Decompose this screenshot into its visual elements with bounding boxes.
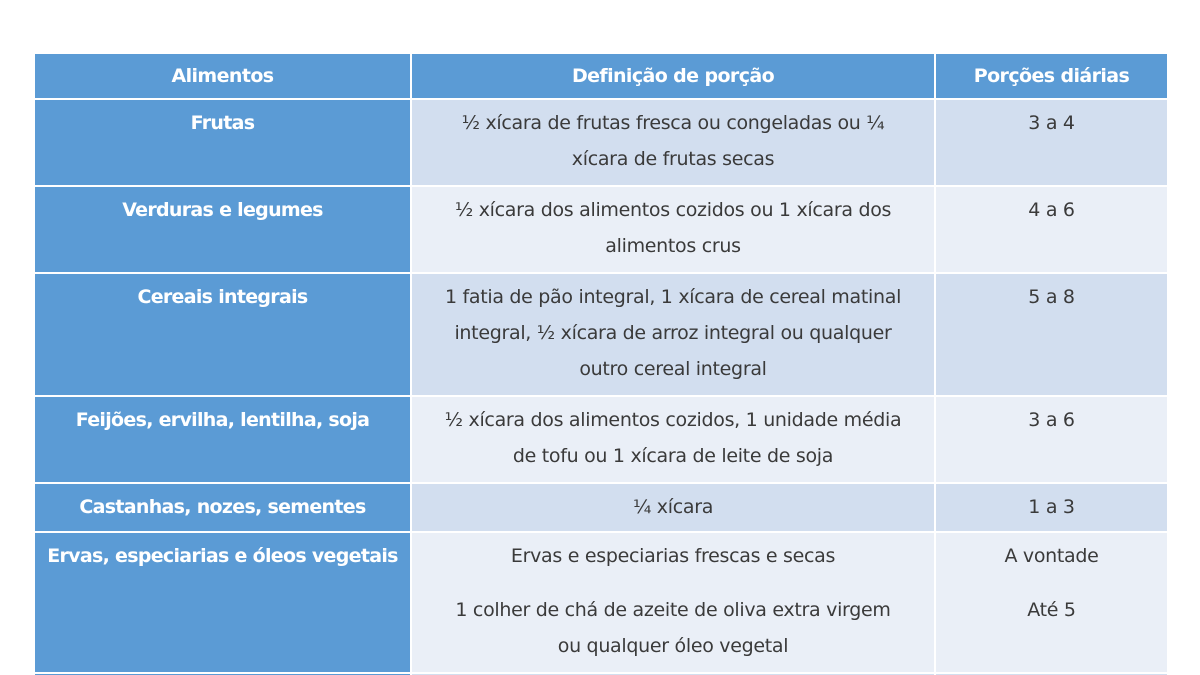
row-portion-cell xyxy=(411,483,935,532)
row-food-label: Cereais integrais xyxy=(34,273,411,396)
portion-line: 1 fatia de pão integral, 1 xícara de cereal matinal xyxy=(444,286,902,308)
portion-line: ½ xícara de frutas fresca ou congeladas ou ¼ xyxy=(461,112,885,134)
portion-line: ½ xícara dos alimentos cozidos ou 1 xícara dos xyxy=(454,199,892,221)
portion-line: ¼ xícara xyxy=(632,496,714,518)
portion-spacer xyxy=(418,574,928,592)
daily-spacer xyxy=(942,574,1161,592)
row-daily-value: 1 a 3 xyxy=(935,483,1167,532)
table-row xyxy=(34,483,1167,532)
header-food: Alimentos xyxy=(34,53,411,99)
portion-line: xícara de frutas secas xyxy=(571,148,775,170)
portion-line: alimentos crus xyxy=(605,235,741,257)
row-portion-cell xyxy=(411,396,935,483)
portion-line: Ervas e especiarias frescas e secas xyxy=(510,545,836,567)
row-daily-value: Até 5 xyxy=(1027,599,1076,621)
portion-table xyxy=(33,52,1167,675)
row-daily-value: 3 a 6 xyxy=(935,396,1167,483)
row-food-label: Frutas xyxy=(34,99,411,186)
row-daily-cell xyxy=(935,532,1167,673)
table-header-row xyxy=(34,53,1167,99)
row-food-label: Feijões, ervilha, lentilha, soja xyxy=(34,396,411,483)
header-portion: Definição de porção xyxy=(411,53,935,99)
table-row xyxy=(34,99,1167,186)
row-portion-cell xyxy=(411,273,935,396)
portion-line: 1 colher de chá de azeite de oliva extra virgem xyxy=(455,599,891,621)
row-daily-value: 5 a 8 xyxy=(935,273,1167,396)
portion-line: de tofu ou 1 xícara de leite de soja xyxy=(512,445,834,467)
row-daily-value: 4 a 6 xyxy=(935,186,1167,273)
row-portion-cell xyxy=(411,99,935,186)
row-portion-cell xyxy=(411,186,935,273)
row-food-label: Verduras e legumes xyxy=(34,186,411,273)
portion-line: outro cereal integral xyxy=(579,358,767,380)
portion-line: ou qualquer óleo vegetal xyxy=(557,635,789,657)
portion-table-container xyxy=(33,52,1167,675)
table-row xyxy=(34,273,1167,396)
portion-line: integral, ½ xícara de arroz integral ou qualquer xyxy=(454,322,892,344)
portion-line: ½ xícara dos alimentos cozidos, 1 unidade média xyxy=(444,409,902,431)
row-food-label: Castanhas, nozes, sementes xyxy=(34,483,411,532)
table-row xyxy=(34,532,1167,673)
table-row xyxy=(34,186,1167,273)
row-portion-cell xyxy=(411,532,935,673)
table-row xyxy=(34,396,1167,483)
row-food-label: Ervas, especiarias e óleos vegetais xyxy=(34,532,411,673)
row-daily-value: A vontade xyxy=(1004,545,1099,567)
header-daily: Porções diárias xyxy=(935,53,1167,99)
row-daily-value: 3 a 4 xyxy=(935,99,1167,186)
